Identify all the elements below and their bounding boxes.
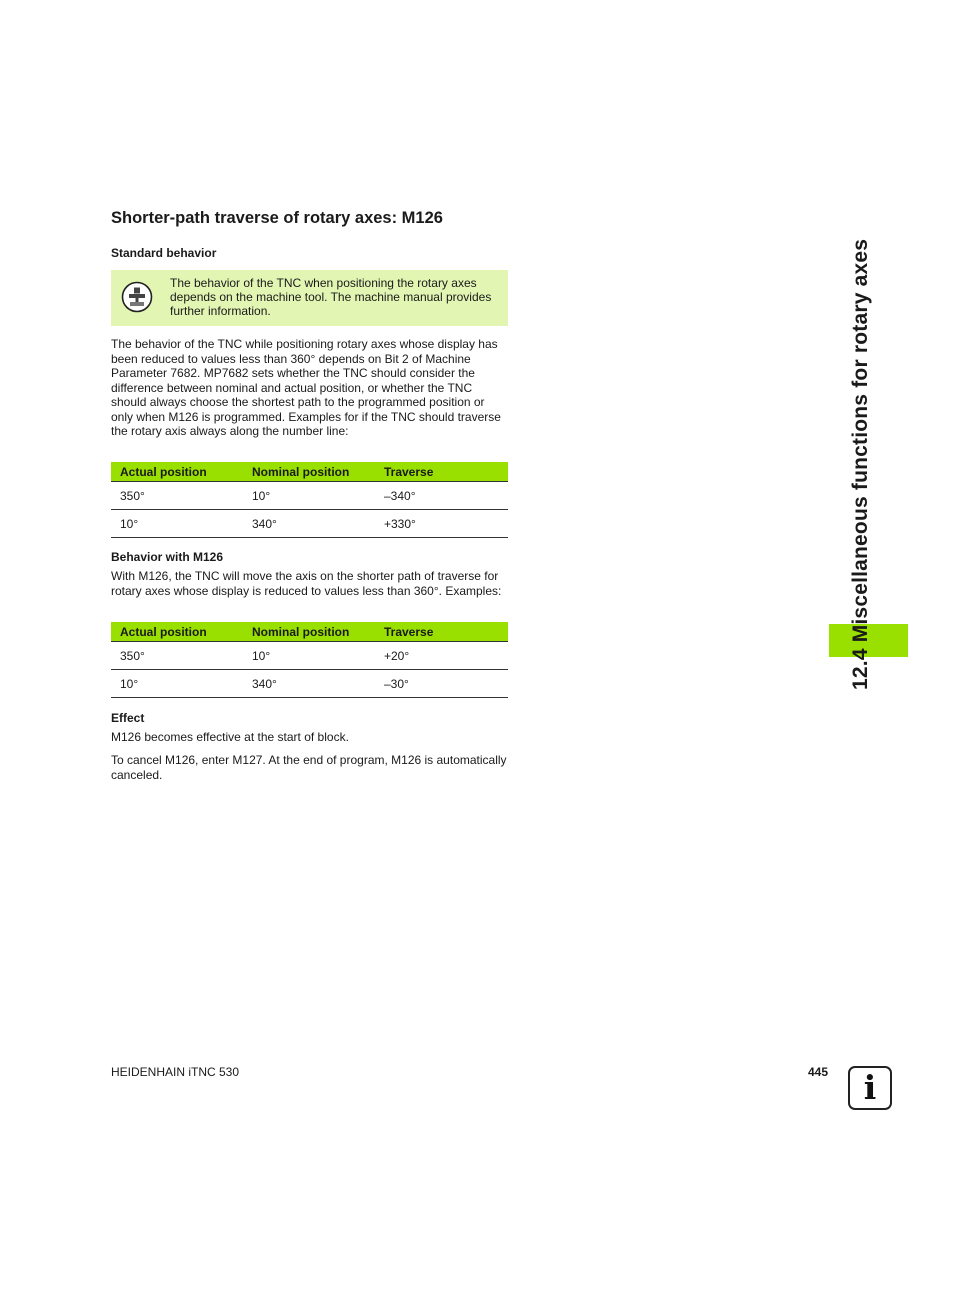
cell-nominal: 10° — [243, 482, 375, 510]
machine-note-box — [111, 270, 508, 326]
behavior-m126-paragraph: With M126, the TNC will move the axis on the shorter path of traverse for rotary axes whose display is reduced to values less than 360°. Examples: — [111, 569, 502, 598]
standard-behavior-paragraph: The behavior of the TNC while positioning rotary axes whose display has been reduced to values less than 360° depends on Bit 2 of Machine Parameter 7682. MP7682 sets whether the TNC should consider the difference between nominal and actual position, or whether the TNC should always choose the shortest path to the programmed position or only when M126 is programmed. Examples for if the TNC should traverse the rotary axis always along the number line: — [111, 337, 501, 438]
cell-traverse: +20° — [375, 642, 508, 670]
table-standard-examples — [111, 462, 508, 538]
effect-paragraph-1: M126 becomes effective at the start of block. — [111, 730, 349, 744]
effect-paragraph-2: To cancel M126, enter M127. At the end of program, M126 is automatically canceled. — [111, 753, 507, 782]
table-m126-examples — [111, 622, 508, 698]
machine-tool-icon — [121, 281, 153, 313]
table-header-row — [111, 622, 508, 642]
footer-product-name: HEIDENHAIN iTNC 530 — [111, 1065, 240, 1079]
standard-behavior-heading: Standard behavior — [111, 246, 217, 260]
cell-nominal: 340° — [243, 670, 375, 698]
info-glyph: i — [863, 1068, 877, 1107]
section-title: Shorter-path traverse of rotary axes: M126 — [111, 209, 443, 227]
header-nominal-position: Nominal position — [243, 622, 375, 642]
chapter-side-title: 12.4 Miscellaneous functions for rotary axes — [849, 238, 872, 690]
cell-nominal: 340° — [243, 510, 375, 538]
table-header-row — [111, 462, 508, 482]
cell-actual: 350° — [111, 642, 243, 670]
table-row — [111, 510, 508, 538]
header-traverse: Traverse — [375, 462, 508, 482]
cell-nominal: 10° — [243, 642, 375, 670]
cell-actual: 10° — [111, 670, 243, 698]
header-actual-position: Actual position — [111, 622, 243, 642]
cell-traverse: +330° — [375, 510, 508, 538]
table-row — [111, 642, 508, 670]
header-traverse: Traverse — [375, 622, 508, 642]
behavior-m126-heading: Behavior with M126 — [111, 550, 224, 564]
page-number: 445 — [808, 1065, 829, 1079]
cell-actual: 10° — [111, 510, 243, 538]
header-actual-position: Actual position — [111, 462, 243, 482]
header-nominal-position: Nominal position — [243, 462, 375, 482]
table-row — [111, 482, 508, 510]
cell-traverse: –30° — [375, 670, 508, 698]
effect-heading: Effect — [111, 711, 145, 725]
cell-actual: 350° — [111, 482, 243, 510]
machine-note-text: The behavior of the TNC when positioning the rotary axes depends on the machine tool. The machine manual provides further information. — [170, 276, 492, 319]
info-icon — [848, 1066, 892, 1110]
table-row — [111, 670, 508, 698]
cell-traverse: –340° — [375, 482, 508, 510]
